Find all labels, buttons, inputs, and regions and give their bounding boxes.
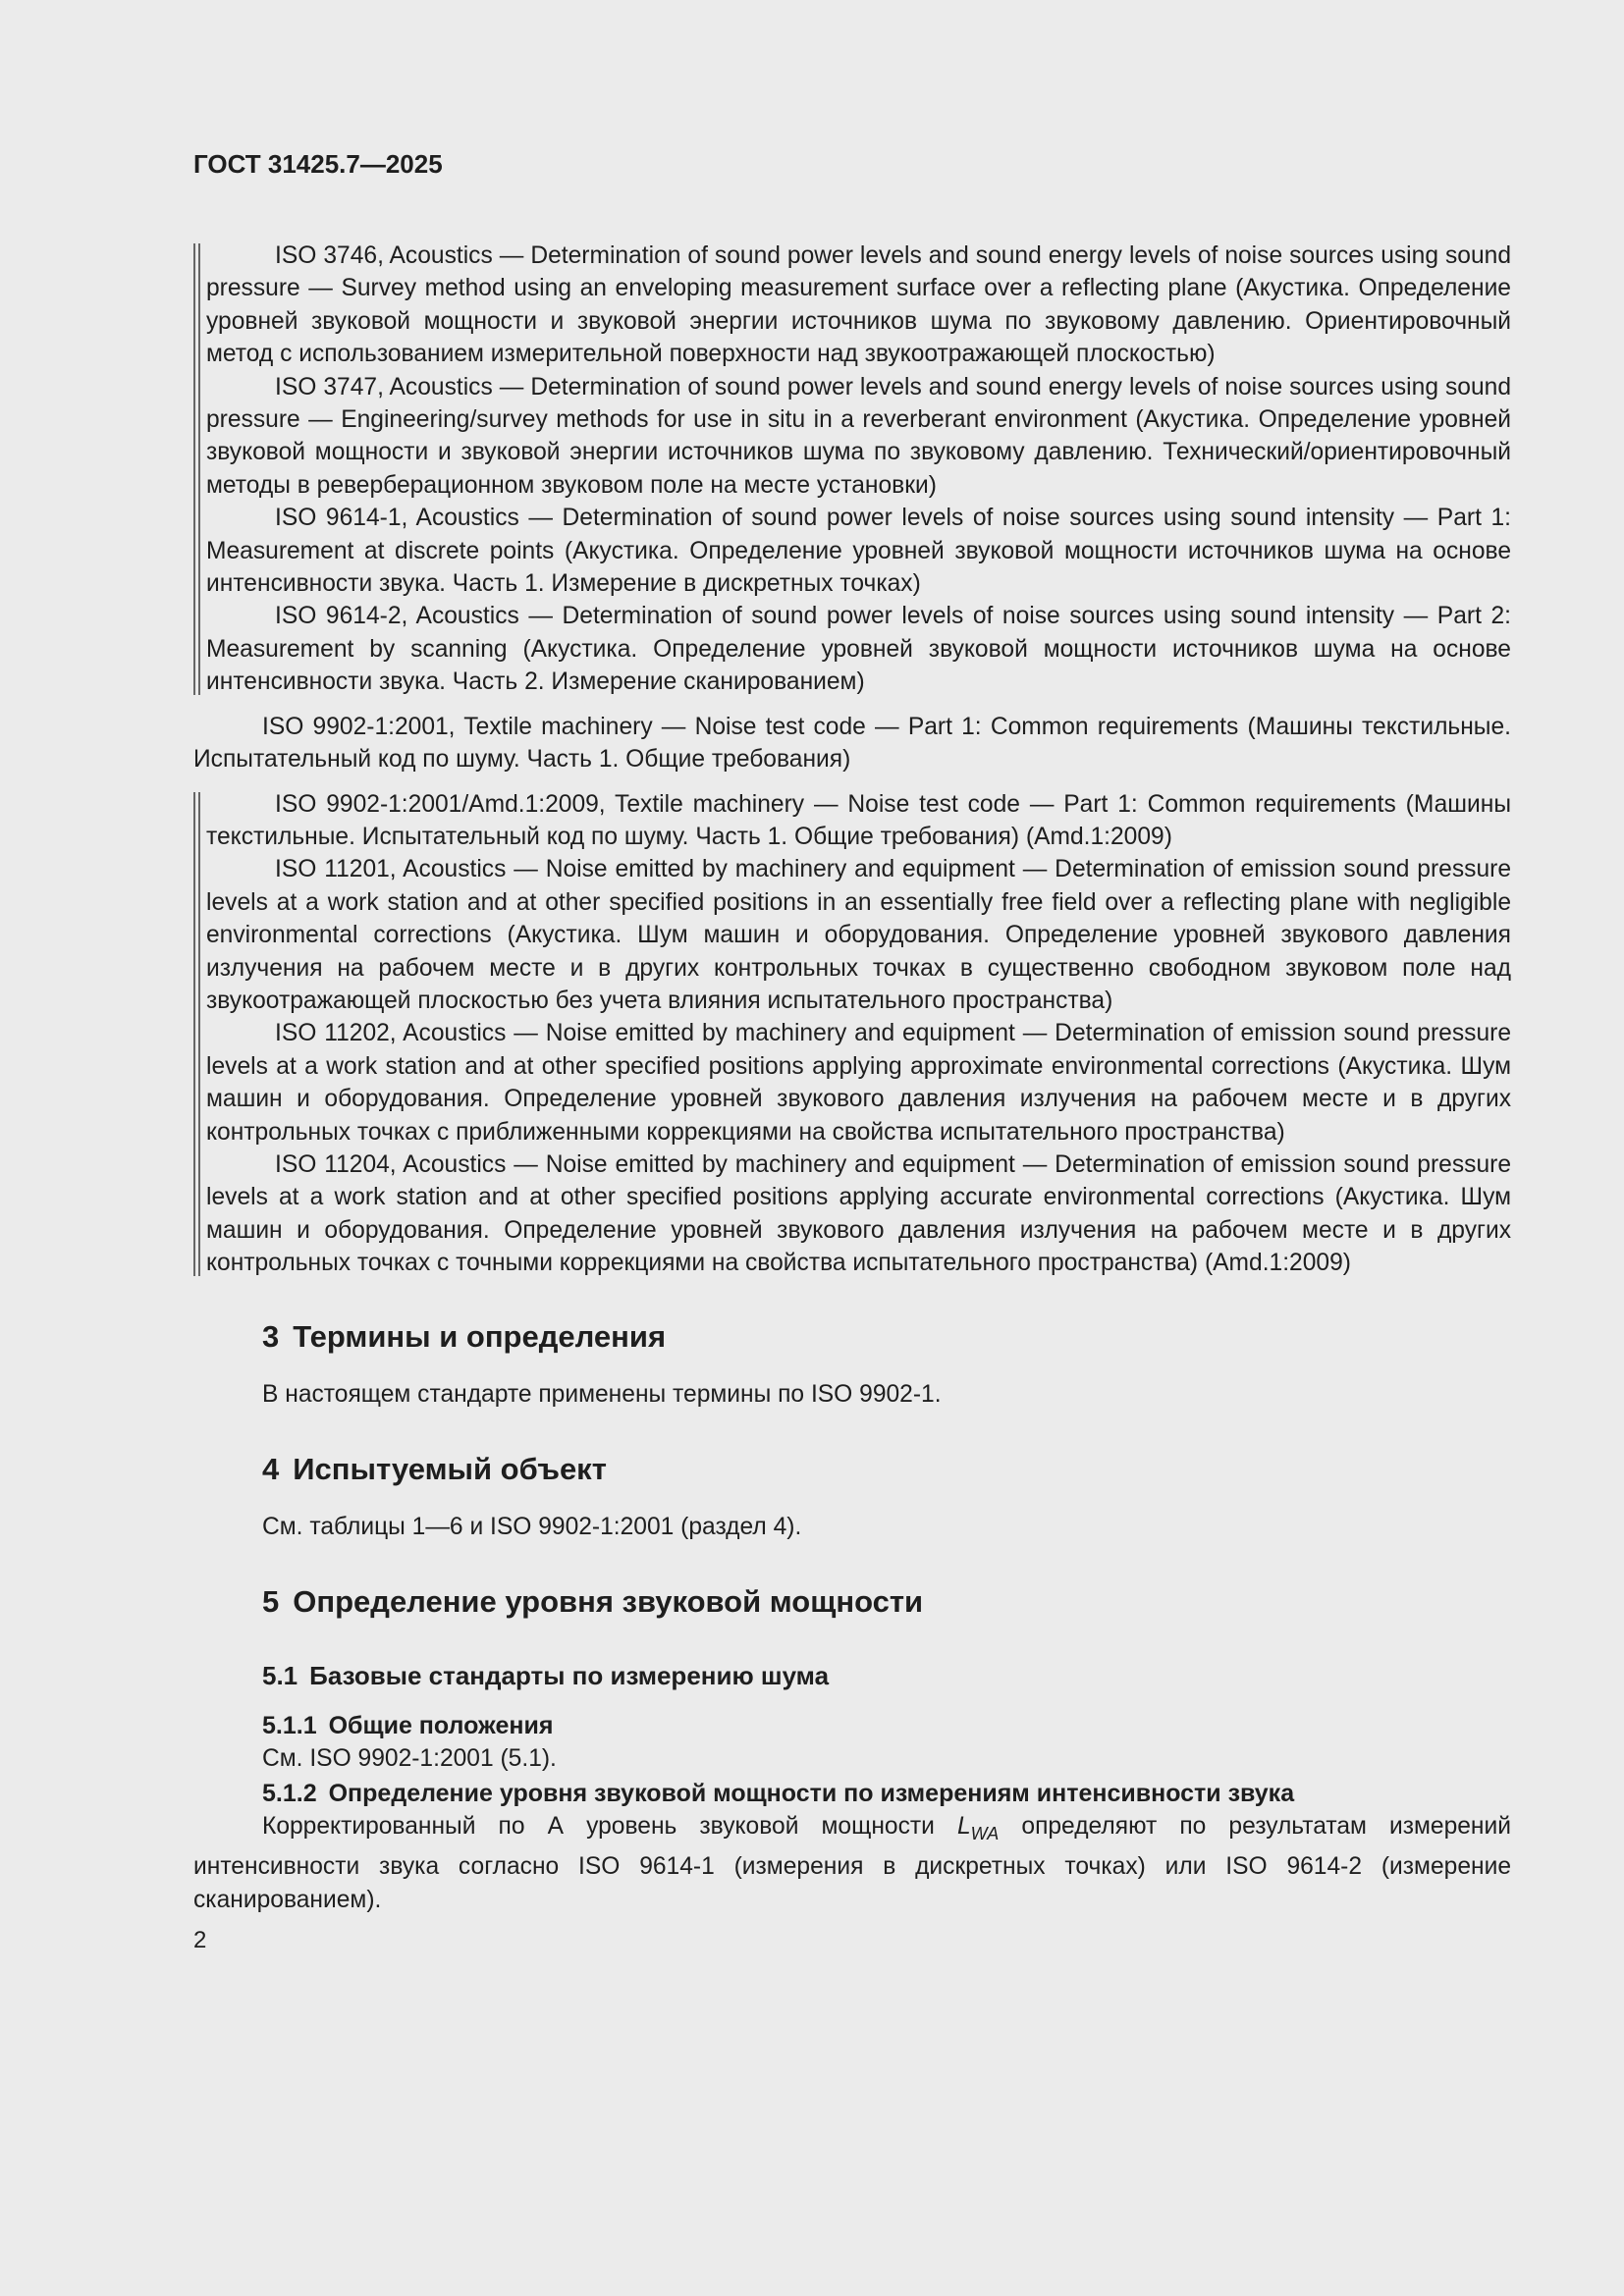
section-5-1-number: 5.1 xyxy=(262,1661,298,1691)
symbol-letter: L xyxy=(956,1812,971,1840)
document-page xyxy=(193,147,1511,1955)
reference-iso-11204: ISO 11204, Acoustics — Noise emitted by machinery and equipment — Determination of emission sound pressure levels at a work station and at other specified positions applying accurate environmental corrections (Акустика. Шум машин и оборудования. Определение уровней звукового давления излучения на рабочем месте и в других контрольных точках с точными коррекциями на свойства испытательного пространства) (Amd.1:2009) xyxy=(206,1150,1511,1277)
section-4-heading xyxy=(262,1450,1511,1489)
section-5-1-1-number: 5.1.1 xyxy=(262,1712,317,1740)
normative-references xyxy=(193,240,1511,1280)
section-5-heading xyxy=(262,1582,1511,1622)
section-5-title: Определение уровня звуковой мощности xyxy=(293,1584,924,1620)
reference-iso-9902-1: ISO 9902-1:2001, Textile machinery — Noise test code — Part 1: Common requirements (Машины текстильные. Испытательный код по шуму. Часть 1. Общие требования) xyxy=(193,713,1511,774)
section-5-1-2-heading xyxy=(262,1778,1511,1810)
section-4-number: 4 xyxy=(262,1452,280,1486)
section-3-title: Термины и определения xyxy=(293,1318,667,1354)
section-3-heading xyxy=(262,1317,1511,1357)
reference-iso-3747: ISO 3747, Acoustics — Determination of sound power levels and sound energy levels of noise sources using sound pressure — Engineering/survey methods for use in situ in a reverberant environment (Акустика. Определение уровней звуковой мощности и звуковой энергии источников шума по звуковому давлению. Технический/ориентировочный методы в реверберационном звуковом поле на месте установки) xyxy=(206,373,1511,499)
section-5-number: 5 xyxy=(262,1584,280,1620)
revision-marked-block-1 xyxy=(193,240,1511,699)
symbol-subscript: WA xyxy=(970,1823,1000,1843)
reference-iso-3746: ISO 3746, Acoustics — Determination of sound power levels and sound energy levels of noise sources using sound pressure — Survey method using an enveloping measurement surface over a reflecting plane (Акустика. Определение уровней звуковой мощности и звуковой энергии источников шума по звуковому давлению. Ориентировочный метод с использованием измерительной поверхности над звукоотражающей плоскостью) xyxy=(206,242,1511,368)
section-5-1-2-text-before: Корректированный по А уровень звуковой мощности xyxy=(262,1812,957,1840)
section-3-text: В настоящем стандарте применены термины по ISO 9902-1. xyxy=(262,1380,942,1408)
revision-marked-block-2 xyxy=(193,788,1511,1280)
section-4-title: Испытуемый объект xyxy=(293,1452,607,1486)
section-5-1-2-text-after: определяют по результатам измерений интенсивности звука согласно ISO 9614-1 (измерения в дискретных точках) или ISO 9614-2 (измерение сканированием). xyxy=(193,1812,1511,1913)
section-5-1-1-heading xyxy=(262,1710,1511,1742)
page-number: 2 xyxy=(193,1926,207,1953)
reference-iso-9614-2: ISO 9614-2, Acoustics — Determination of sound power levels of noise sources using sound intensity — Part 2: Measurement by scanning (Акустика. Определение уровней звуковой мощности источников шума на основе интенсивности звука. Часть 2. Измерение сканированием) xyxy=(206,603,1511,696)
document-header: ГОСТ 31425.7—2025 xyxy=(193,149,443,179)
section-5-1-1-text: См. ISO 9902-1:2001 (5.1). xyxy=(262,1745,557,1773)
section-5-1-2-text xyxy=(193,1810,1511,1916)
section-5-1-1-title: Общие положения xyxy=(328,1712,554,1740)
symbol-lwa xyxy=(956,1812,1000,1843)
section-3-number: 3 xyxy=(262,1318,280,1354)
reference-iso-9902-1-amd1: ISO 9902-1:2001/Amd.1:2009, Textile machinery — Noise test code — Part 1: Common requirements (Машины текстильные. Испытательный код по шуму. Часть 1. Общие требования) (Amd.1:2009) xyxy=(206,790,1511,850)
reference-iso-11202: ISO 11202, Acoustics — Noise emitted by machinery and equipment — Determination of emission sound pressure levels at a work station and at other specified positions applying approximate environmental corrections (Акустика. Шум машин и оборудования. Определение уровней звукового давления излучения на рабочем месте и в других контрольных точках с приближенными коррекциями на свойства испытательного пространства) xyxy=(206,1020,1511,1146)
section-5-1-title: Базовые стандарты по измерению шума xyxy=(309,1661,830,1691)
reference-iso-11201: ISO 11201, Acoustics — Noise emitted by machinery and equipment — Determination of emission sound pressure levels at a work station and at other specified positions in an essentially free field over a reflecting plane with negligible environmental corrections (Акустика. Шум машин и оборудования. Определение уровней звукового давления излучения на рабочем месте и в других контрольных точках в существенно свободном звуковом поле над звукоотражающей плоскостью без учета влияния испытательного пространства) xyxy=(206,856,1511,1014)
section-4-text: См. таблицы 1—6 и ISO 9902-1:2001 (раздел 4). xyxy=(262,1514,802,1540)
section-5-1-heading xyxy=(262,1659,1511,1692)
section-5-1-2-title: Определение уровня звуковой мощности по измерениям интенсивности звука xyxy=(328,1779,1295,1807)
reference-iso-9614-1: ISO 9614-1, Acoustics — Determination of sound power levels of noise sources using sound intensity — Part 1: Measurement at discrete points (Акустика. Определение уровней звуковой мощности источников шума на основе интенсивности звука. Часть 1. Измерение в дискретных точках) xyxy=(206,505,1511,598)
section-5-1-2-number: 5.1.2 xyxy=(262,1779,317,1807)
